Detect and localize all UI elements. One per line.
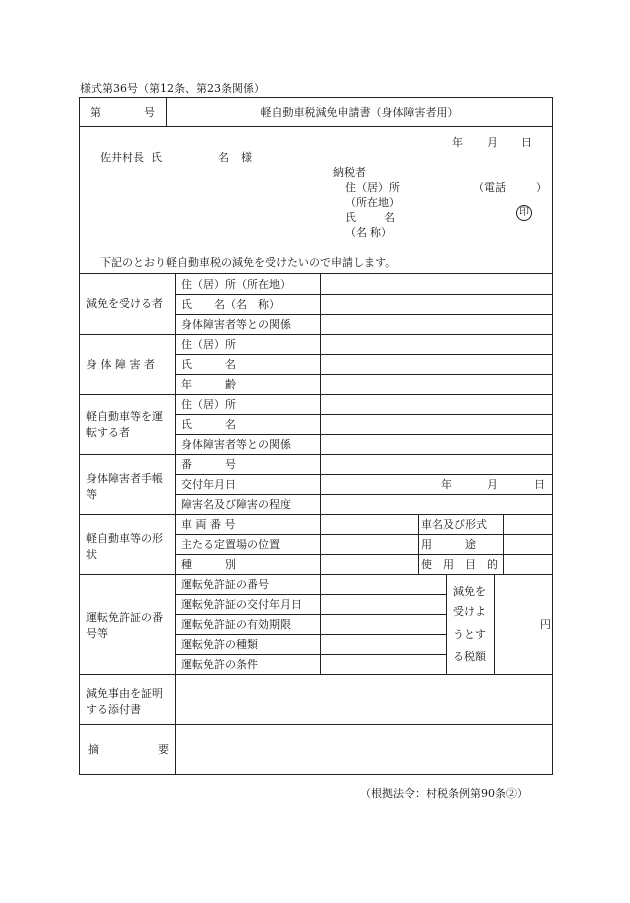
row-line <box>175 294 553 295</box>
taxpayer-name-mei: 名 <box>384 211 395 224</box>
handbook-date-day[interactable]: 日 <box>534 478 545 491</box>
section-line <box>79 394 553 395</box>
addressee-village: 佐井村長 <box>100 151 144 164</box>
form-title: 軽自動車税減免申請書（身体障害者用） <box>260 106 459 119</box>
row-line <box>175 434 553 435</box>
handbook-date-month[interactable]: 月 <box>487 478 498 491</box>
taxpayer-location-label: （所在地） <box>345 196 400 209</box>
section-driver-label-2: 転する者 <box>86 426 130 439</box>
taxpayer-address-label: 住（居）所 <box>345 181 400 194</box>
section-applicant-label: 減免を受ける者 <box>86 297 163 310</box>
tax-amount-label-3: うとす <box>453 628 486 641</box>
date-year[interactable]: 年 <box>452 136 463 149</box>
remarks-label-right: 要 <box>158 743 169 756</box>
vehicle-location-label: 主たる定置場の位置 <box>181 538 280 551</box>
header-divider <box>79 126 553 127</box>
tax-amount-yen: 円 <box>540 618 551 631</box>
driver-address-label: 住（居）所 <box>181 398 236 411</box>
section-attachments-label-1: 減免事由を証明 <box>86 687 163 700</box>
date-day[interactable]: 日 <box>521 136 532 149</box>
license-class-label: 運転免許の種類 <box>181 638 258 651</box>
vehicle-purpose-label: 使 用 目 的 <box>421 558 498 571</box>
taxpayer-corp-close: 称） <box>370 226 392 239</box>
applicant-relation-label: 身体障害者等との関係 <box>181 318 291 331</box>
form-number: 様式第36号（第12条、第23条関係） <box>80 82 265 95</box>
applicant-address-label: 住（居）所（所在地） <box>181 278 291 291</box>
label-column-divider <box>175 273 176 775</box>
frame-top <box>79 97 553 98</box>
row-line <box>175 414 553 415</box>
tax-amount-label-4: る税額 <box>453 650 486 663</box>
handbook-number-label: 番 号 <box>181 458 236 471</box>
row-line <box>175 314 553 315</box>
remarks-label-left: 摘 <box>88 743 99 756</box>
date-month[interactable]: 月 <box>487 136 498 149</box>
table-top <box>79 273 553 274</box>
tax-amount-divider-1 <box>446 574 447 674</box>
item-column-divider <box>320 273 321 675</box>
row-line <box>175 654 447 655</box>
section-line <box>79 334 553 335</box>
doc-number-prefix: 第 <box>90 106 101 119</box>
license-number-label: 運転免許証の番号 <box>181 578 269 591</box>
row-line <box>175 494 553 495</box>
frame-bottom <box>79 774 553 775</box>
section-handbook-label-2: 等 <box>86 488 97 501</box>
addressee-title-mei: 名 <box>218 151 229 164</box>
driver-relation-label: 身体障害者等との関係 <box>181 438 291 451</box>
seal-mark: 印 <box>516 205 532 221</box>
row-line <box>175 554 553 555</box>
section-disabled-label: 身 体 障 害 者 <box>86 358 155 371</box>
row-line <box>175 474 553 475</box>
license-expiry-label: 運転免許証の有効期限 <box>181 618 291 631</box>
row-line <box>175 614 447 615</box>
row-line <box>175 354 553 355</box>
application-statement: 下記のとおり軽自動車税の減免を受けたいので申請します。 <box>100 256 397 269</box>
section-attachments-label-2: する添付書 <box>86 703 141 716</box>
tax-amount-divider-2 <box>494 574 495 674</box>
taxpayer-corp-open: （名 <box>345 226 367 239</box>
taxpayer-heading: 納税者 <box>333 166 366 179</box>
disabled-age-label: 年 齢 <box>181 378 236 391</box>
taxpayer-phone-open: （電話 <box>473 181 506 194</box>
vehicle-usage-label: 用 途 <box>421 538 476 551</box>
disabled-address-label: 住（居）所 <box>181 338 236 351</box>
handbook-disability-label: 障害名及び障害の程度 <box>181 498 291 511</box>
vehicle-model-label: 車名及び形式 <box>421 518 487 531</box>
section-line <box>79 514 553 515</box>
section-vehicle-label-2: 状 <box>86 548 97 561</box>
section-line <box>79 574 553 575</box>
tax-amount-label-2: 受けよ <box>453 605 486 618</box>
section-license-label-1: 運転免許証の番 <box>86 611 163 624</box>
vehicle-right-divider-2 <box>503 514 504 574</box>
section-line <box>79 454 553 455</box>
row-line <box>175 374 553 375</box>
vehicle-type-label: 種 別 <box>181 558 236 571</box>
addressee-title-shi: 氏 <box>151 151 162 164</box>
row-line <box>175 634 447 635</box>
driver-name-label: 氏 名 <box>181 418 236 431</box>
vehicle-plate-label: 車 両 番 号 <box>181 518 236 531</box>
section-handbook-label-1: 身体障害者手帳 <box>86 472 163 485</box>
disabled-name-label: 氏 名 <box>181 358 236 371</box>
section-line <box>79 724 553 725</box>
section-driver-label-1: 軽自動車等を運 <box>86 410 163 423</box>
addressee-honorific: 様 <box>241 151 252 164</box>
section-line <box>79 674 553 675</box>
legal-basis: （根拠法令：村税条例第90条②） <box>360 787 528 800</box>
row-line <box>175 594 447 595</box>
section-license-label-2: 号等 <box>86 627 108 640</box>
tax-amount-label-1: 減免を <box>453 585 486 598</box>
applicant-name-label: 氏 名（名 称） <box>181 298 280 311</box>
row-line <box>175 534 553 535</box>
license-issue-date-label: 運転免許証の交付年月日 <box>181 598 302 611</box>
taxpayer-name-shi: 氏 <box>345 211 356 224</box>
handbook-issue-date-label: 交付年月日 <box>181 478 236 491</box>
doc-number-suffix: 号 <box>144 106 155 119</box>
section-vehicle-label-1: 軽自動車等の形 <box>86 532 163 545</box>
license-conditions-label: 運転免許の条件 <box>181 658 258 671</box>
taxpayer-phone-close: ） <box>536 181 547 194</box>
handbook-date-year[interactable]: 年 <box>441 478 452 491</box>
vehicle-right-divider-1 <box>418 514 419 574</box>
